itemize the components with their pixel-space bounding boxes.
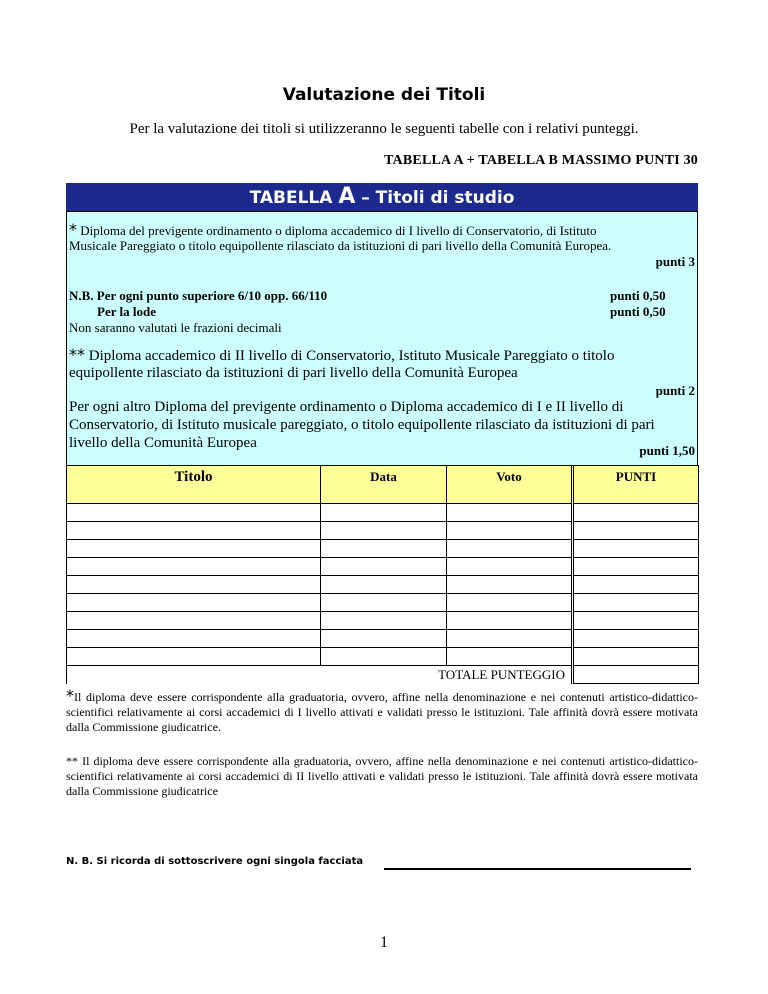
titolo-cell[interactable] <box>67 504 321 522</box>
titolo-cell[interactable] <box>67 576 321 594</box>
footnote-2-asterisk: ** <box>66 754 78 768</box>
voto-cell[interactable] <box>447 612 573 630</box>
titolo-cell[interactable] <box>67 648 321 666</box>
data-cell[interactable] <box>321 630 447 648</box>
page-title: Valutazione dei Titoli <box>282 85 486 105</box>
intro-text: Per la valutazione dei titoli si utilizzeranno le seguenti tabelle con i relativi punteggi. <box>129 121 639 137</box>
nb-points2: punti 0,50 <box>610 304 666 319</box>
table-row <box>67 648 699 666</box>
criteria-box <box>66 211 698 466</box>
page-number: 1 <box>380 934 388 951</box>
punti-cell[interactable] <box>573 540 699 558</box>
section3-text-3: livello della Comunità Europea <box>69 435 257 451</box>
data-cell[interactable] <box>321 648 447 666</box>
section1-points: punti 3 <box>655 254 695 269</box>
total-label: TOTALE PUNTEGGIO <box>67 666 573 684</box>
section2-points: punti 2 <box>655 383 695 398</box>
table-row <box>67 504 699 522</box>
data-cell[interactable] <box>321 594 447 612</box>
voto-cell[interactable] <box>447 630 573 648</box>
double-asterisk-marker: ** <box>69 345 85 364</box>
table-row <box>67 630 699 648</box>
punti-cell[interactable] <box>573 612 699 630</box>
header-suffix: – Titoli di studio <box>355 188 515 208</box>
section3-text-2: Conservatorio, di Istituto musicale pareggiato, o titolo equipollente rilasciato da istituzioni di pari <box>69 417 655 433</box>
data-cell[interactable] <box>321 504 447 522</box>
voto-cell[interactable] <box>447 540 573 558</box>
table-row <box>67 522 699 540</box>
footnote-2-text: Il diploma deve essere corrispondente alla graduatoria, ovvero, affine nella denominazione e nei contenuti artistico-didattico-scientifici relativamente ai corsi accademici di II livello attivati e validati presso le istituzioni. Tale affinità dovrà essere motivata dalla Commissione giudicatrice <box>66 754 698 798</box>
column-header-data: Data <box>321 466 447 504</box>
titolo-cell[interactable] <box>67 594 321 612</box>
data-cell[interactable] <box>321 540 447 558</box>
data-cell[interactable] <box>321 522 447 540</box>
table-row <box>67 612 699 630</box>
column-header-voto: Voto <box>447 466 573 504</box>
punti-cell[interactable] <box>573 558 699 576</box>
total-row <box>67 666 699 684</box>
section3-points: punti 1,50 <box>639 443 695 458</box>
score-table-header <box>67 466 699 504</box>
voto-cell[interactable] <box>447 522 573 540</box>
signature-line[interactable] <box>384 868 691 870</box>
footnote-2 <box>66 754 698 799</box>
total-value-cell[interactable] <box>573 666 699 684</box>
table-row <box>67 558 699 576</box>
table-row <box>67 540 699 558</box>
section3-text-1: Per ogni altro Diploma del previgente ordinamento o Diploma accademico di I e II livello di <box>69 399 624 415</box>
nb-line1: N.B. Per ogni punto superiore 6/10 opp. 66/110 <box>69 288 328 303</box>
data-cell[interactable] <box>321 576 447 594</box>
footnote-1 <box>66 688 698 735</box>
titolo-cell[interactable] <box>67 630 321 648</box>
titolo-cell[interactable] <box>67 522 321 540</box>
data-cell[interactable] <box>321 558 447 576</box>
titolo-cell[interactable] <box>67 612 321 630</box>
section1 <box>69 222 694 239</box>
header-letter: A <box>338 184 356 209</box>
voto-cell[interactable] <box>447 504 573 522</box>
voto-cell[interactable] <box>447 594 573 612</box>
section2-text-2: equipollente rilasciato da istituzioni di pari livello della Comunità Europea <box>69 365 518 381</box>
footnote-1-text: Il diploma deve essere corrispondente alla graduatoria, ovvero, affine nella denominazione e nei contenuti artistico-didattico-scientifici relativamente ai corsi accademici di I livello attivati e validati presso le istituzioni. Tale affinità dovrà essere motivata dalla Commissione giudicatrice. <box>66 690 698 734</box>
voto-cell[interactable] <box>447 558 573 576</box>
titolo-cell[interactable] <box>67 558 321 576</box>
data-cell[interactable] <box>321 612 447 630</box>
nb-line3: Non saranno valutati le frazioni decimali <box>69 320 282 335</box>
footnote-1-asterisk: * <box>66 686 74 705</box>
section1-text: Diploma del previgente ordinamento o diploma accademico di I livello di Conservatorio, di Istituto <box>80 223 597 238</box>
voto-cell[interactable] <box>447 648 573 666</box>
column-header-titolo: Titolo <box>67 466 321 504</box>
nb-line2: Per la lode <box>97 304 156 319</box>
voto-cell[interactable] <box>447 576 573 594</box>
score-table <box>66 465 699 684</box>
nb-points1: punti 0,50 <box>610 288 666 303</box>
table-row <box>67 576 699 594</box>
punti-cell[interactable] <box>573 648 699 666</box>
table-a-header <box>66 183 698 211</box>
section2-text: Diploma accademico di II livello di Conservatorio, Istituto Musicale Pareggiato o titolo <box>88 348 615 364</box>
header-prefix: TABELLA <box>249 188 339 208</box>
titolo-cell[interactable] <box>67 540 321 558</box>
score-table-body <box>67 504 699 666</box>
punti-cell[interactable] <box>573 630 699 648</box>
punti-cell[interactable] <box>573 594 699 612</box>
max-points-line: TABELLA A + TABELLA B MASSIMO PUNTI 30 <box>384 153 698 168</box>
table-row <box>67 594 699 612</box>
punti-cell[interactable] <box>573 522 699 540</box>
punti-cell[interactable] <box>573 576 699 594</box>
signature-reminder: N. B. Si ricorda di sottoscrivere ogni singola facciata <box>66 856 364 867</box>
section1-text-2: Musicale Pareggiato o titolo equipollente rilasciato da istituzioni di pari livello della Comunità Europea. <box>69 238 612 253</box>
section2 <box>69 346 694 365</box>
punti-cell[interactable] <box>573 504 699 522</box>
column-header-punti: PUNTI <box>573 466 699 504</box>
asterisk-marker: * <box>69 220 77 239</box>
